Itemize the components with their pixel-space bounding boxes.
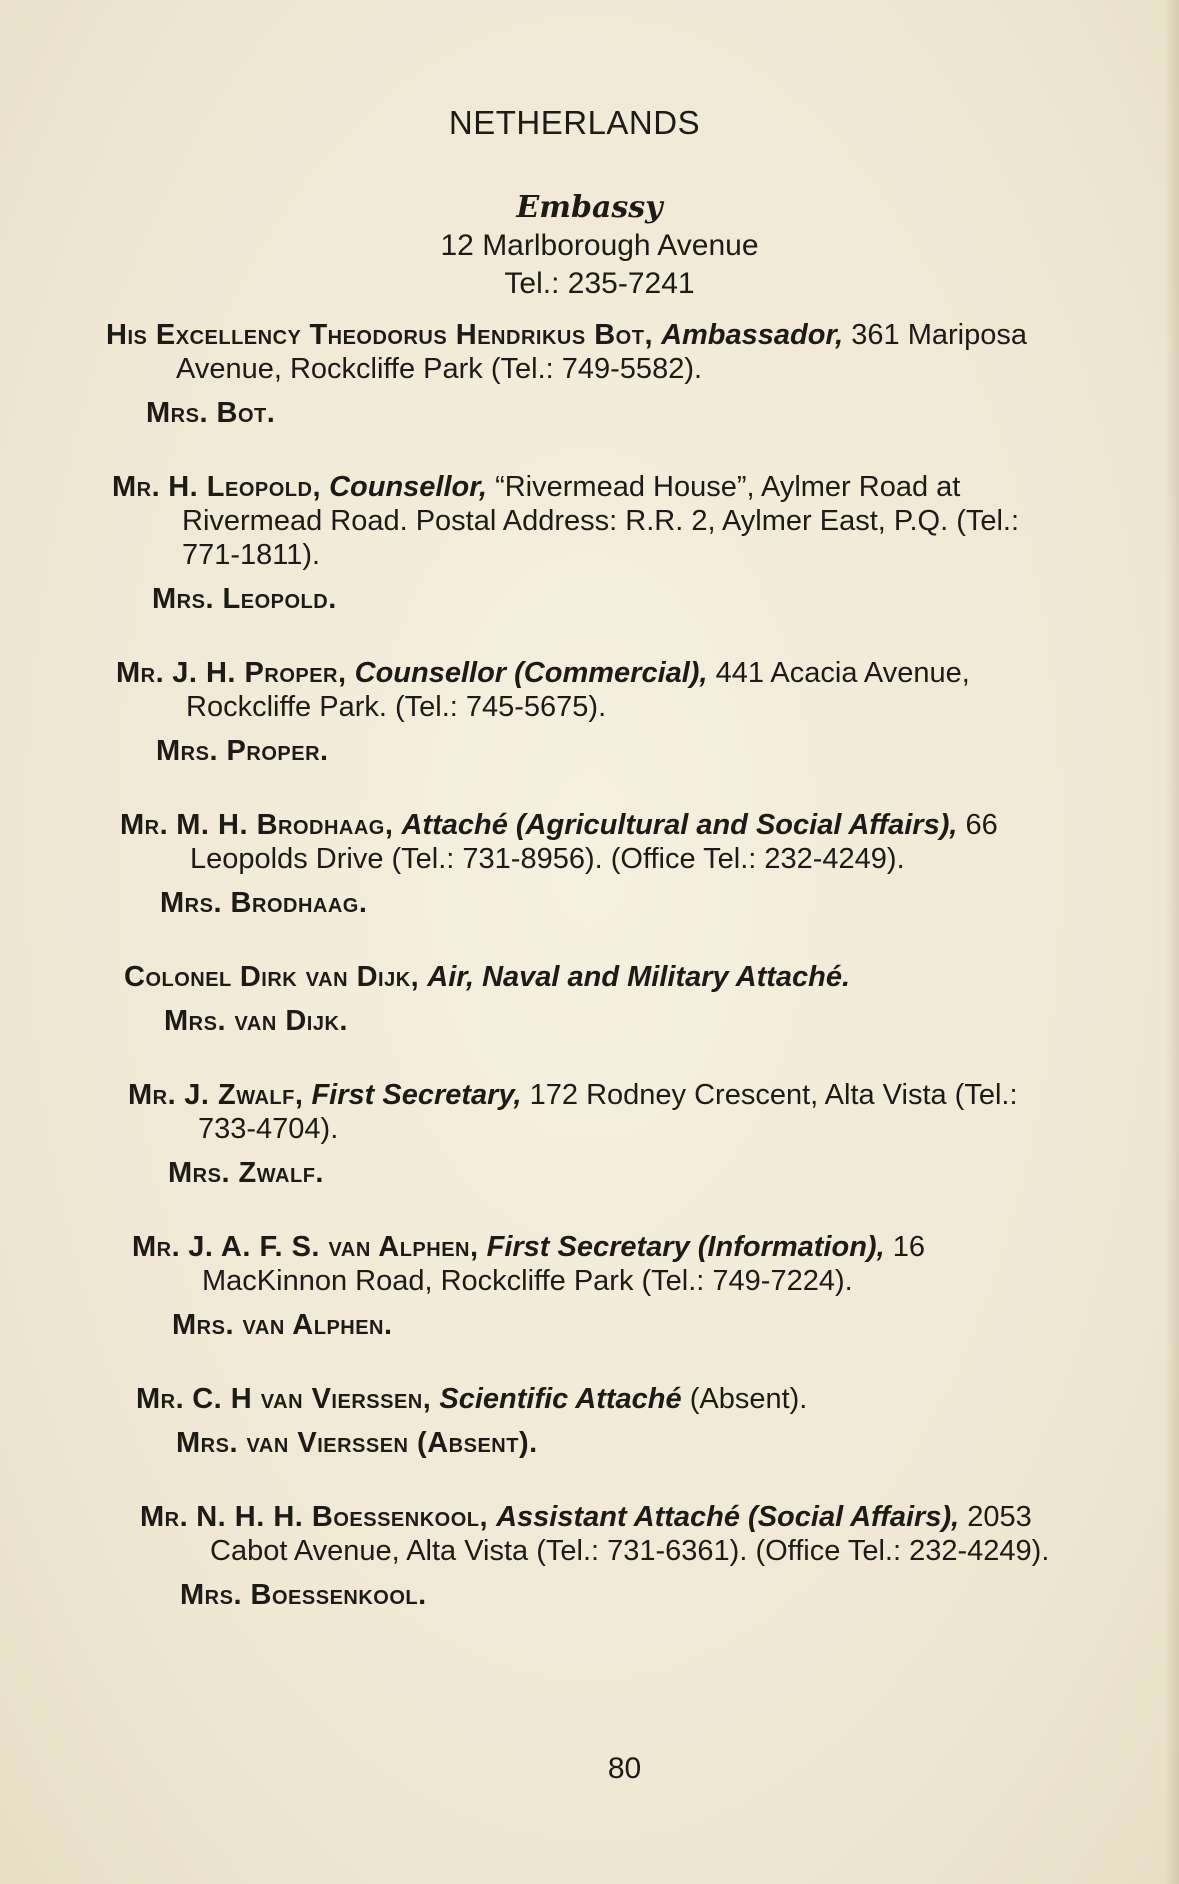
staff-name: Dirk van Dijk, xyxy=(239,961,420,993)
staff-title: Colonel xyxy=(124,961,232,993)
staff-name-line xyxy=(132,1230,1063,1298)
staff-title: Mr. xyxy=(136,1383,185,1415)
staff-role: First Secretary (Information), xyxy=(486,1231,885,1263)
staff-role: Scientific Attaché xyxy=(439,1383,682,1415)
staff-entry-zwalf xyxy=(128,1078,1063,1190)
staff-name: M. H. Brodhaag, xyxy=(176,809,394,841)
spouse-name: Mrs. Boessenkool. xyxy=(180,1579,427,1611)
embassy-header xyxy=(0,104,1179,301)
staff-name: H. Leopold, xyxy=(168,471,322,503)
staff-role: Air, Naval and Military Attaché. xyxy=(427,961,851,993)
staff-entry-proper xyxy=(116,656,1063,768)
staff-details: “Rivermead House”, Aylmer Road at Rivermead Road. Postal Address: R.R. 2, Aylmer East, P.Q. (Tel.: 771-1811). xyxy=(182,471,1020,571)
spouse-name: Mrs. van Alphen. xyxy=(172,1309,393,1341)
staff-role: Assistant Attaché (Social Affairs), xyxy=(496,1501,960,1533)
staff-name-line xyxy=(124,960,1063,994)
page-number: 80 xyxy=(607,1752,642,1785)
staff-title: His Excellency xyxy=(106,319,302,351)
spouse-name: Mrs. Zwalf. xyxy=(168,1157,324,1189)
staff-role: Attaché (Agricultural and Social Affairs), xyxy=(401,809,958,841)
spouse-name: Mrs. Bot. xyxy=(146,397,276,429)
staff-name: J. A. F. S. van Alphen, xyxy=(188,1231,479,1263)
spouse-name: Mrs. Brodhaag. xyxy=(160,887,368,919)
spouse-name: Mrs. Leopold. xyxy=(152,583,337,615)
staff-title: Mr. xyxy=(116,657,165,689)
staff-title: Mr. xyxy=(132,1231,181,1263)
spouse-name: Mrs. van Vierssen (Absent). xyxy=(176,1427,538,1459)
staff-role: Ambassador, xyxy=(661,319,844,351)
staff-name-line xyxy=(120,808,1063,876)
staff-name-line xyxy=(106,318,1063,386)
staff-entry-boessenkool xyxy=(140,1500,1063,1612)
staff-entry-van-dijk xyxy=(124,960,1063,1038)
staff-list xyxy=(106,318,1063,1652)
staff-title: Mr. xyxy=(120,809,169,841)
embassy-telephone: Tel.: 235-7241 xyxy=(504,267,695,300)
staff-details: (Absent). xyxy=(689,1383,808,1415)
staff-title: Mr. xyxy=(140,1501,189,1533)
staff-details: 16 MacKinnon Road, Rockcliffe Park (Tel.: 749-7224). xyxy=(202,1231,925,1297)
staff-details: 361 Mariposa Avenue, Rockcliffe Park (Tel.: 749-5582). xyxy=(176,319,1027,385)
staff-entry-leopold xyxy=(112,470,1063,616)
spouse-name: Mrs. Proper. xyxy=(156,735,329,767)
staff-name: Theodorus Hendrikus Bot, xyxy=(309,319,654,351)
staff-role: First Secretary, xyxy=(311,1079,522,1111)
staff-title: Mr. xyxy=(112,471,161,503)
staff-role: Counsellor, xyxy=(329,471,488,503)
staff-name: J. Zwalf, xyxy=(184,1079,304,1111)
spouse-name: Mrs. van Dijk. xyxy=(164,1005,348,1037)
embassy-label: Embassy xyxy=(516,190,663,225)
staff-entry-brodhaag xyxy=(120,808,1063,920)
staff-role: Counsellor (Commercial), xyxy=(354,657,708,689)
staff-details: 66 Leopolds Drive (Tel.: 731-8956). (Office Tel.: 232-4249). xyxy=(190,809,998,875)
staff-name-line xyxy=(136,1382,1063,1416)
staff-name-line xyxy=(112,470,1063,572)
embassy-address: 12 Marlborough Avenue xyxy=(440,229,759,262)
staff-entry-van-alphen xyxy=(132,1230,1063,1342)
staff-name-line xyxy=(128,1078,1063,1146)
staff-name: C. H van Vierssen, xyxy=(192,1383,432,1415)
staff-name: J. H. Proper, xyxy=(172,657,347,689)
staff-details: 2053 Cabot Avenue, Alta Vista (Tel.: 731-6361). (Office Tel.: 232-4249). xyxy=(210,1501,1050,1567)
staff-name: N. H. H. Boessenkool, xyxy=(196,1501,489,1533)
staff-details: 441 Acacia Avenue, Rockcliffe Park. (Tel.: 745-5675). xyxy=(186,657,970,723)
staff-title: Mr. xyxy=(128,1079,177,1111)
staff-name-line xyxy=(140,1500,1063,1568)
staff-entry-bot xyxy=(106,318,1063,430)
country-heading: NETHERLANDS xyxy=(448,104,701,141)
staff-details: 172 Rodney Crescent, Alta Vista (Tel.: 733-4704). xyxy=(198,1079,1018,1145)
staff-name-line xyxy=(116,656,1063,724)
staff-entry-van-vierssen xyxy=(136,1382,1063,1460)
